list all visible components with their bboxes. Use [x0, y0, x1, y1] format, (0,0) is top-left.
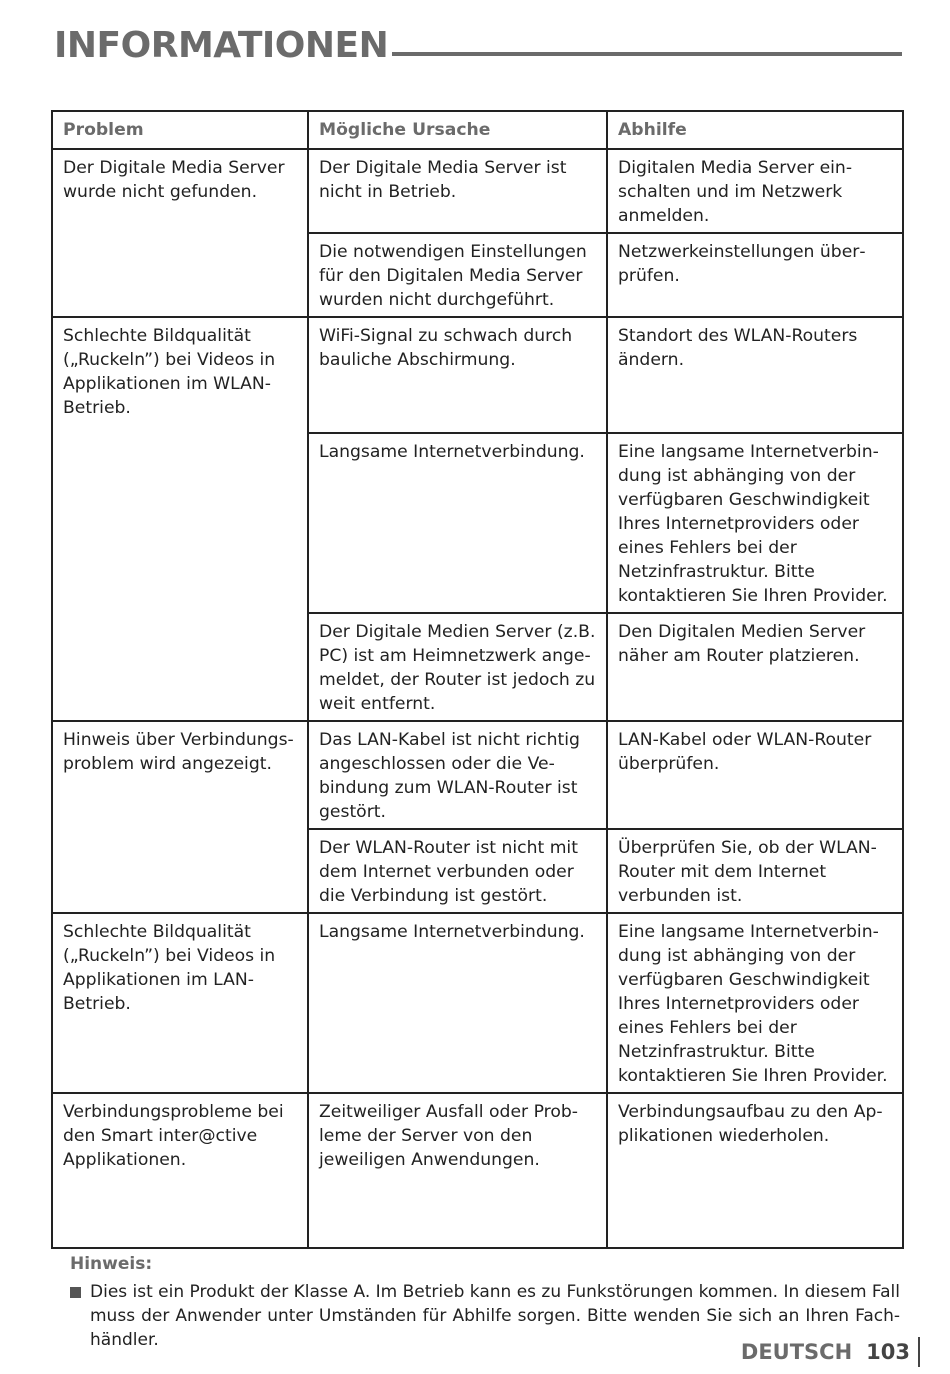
note-text: Dies ist ein Produkt der Klasse A. Im Betrieb kann es zu Funkstörungen kommen. In diesem Fall muss der Anwender unter Umständen für Abhilfe sorgen. Bitte wenden Sie sich an Ihren Fachhändler. — [90, 1282, 900, 1350]
table-header-row — [52, 111, 903, 149]
problem-cell: Hinweis über Verbindungsproblem wird angezeigt. — [52, 721, 308, 913]
cause-cell: Der Digitale Medien Server (z.B. PC) ist am Heimnetzwerk angemeldet, der Router ist jedoch zu weit entfernt. — [308, 613, 607, 721]
problem-cell: Der Digitale Media Server wurde nicht gefunden. — [52, 149, 308, 317]
cause-cell: Langsame Internetverbindung. — [308, 913, 607, 1093]
problem-cell: Verbindungsprobleme bei den Smart inter@ctive Applikationen. — [52, 1093, 308, 1248]
cause-cell: Zeitweiliger Ausfall oder Probleme der Server von den jeweiligen Anwendungen. — [308, 1093, 607, 1248]
cause-cell: WiFi-Signal zu schwach durch bauliche Abschirmung. — [308, 317, 607, 433]
note-title: Hinweis: — [70, 1254, 153, 1274]
square-bullet-icon — [70, 1287, 81, 1298]
page-number: 103 — [866, 1337, 920, 1367]
cause-cell: Das LAN-Kabel ist nicht richtig angeschlossen oder die Vebindung zum WLAN-Router ist gestört. — [308, 721, 607, 829]
table-row — [52, 149, 903, 233]
page-footer — [741, 1336, 920, 1368]
page-header — [54, 24, 902, 68]
header-cause: Mögliche Ursache — [308, 111, 607, 149]
problem-cell: Schlechte Bildqualität („Ruckeln”) bei Videos in Applikationen im WLAN-Betrieb. — [52, 317, 308, 721]
table-row — [52, 317, 903, 433]
troubleshooting-table — [51, 110, 904, 1249]
cause-cell: Die notwendigen Einstellungen für den Digitalen Media Server wurden nicht durchgeführt. — [308, 233, 607, 317]
page-title: INFORMATIONEN — [54, 24, 392, 68]
cause-cell: Langsame Internetverbindung. — [308, 433, 607, 613]
table-row — [52, 913, 903, 1093]
remedy-cell: LAN-Kabel oder WLAN-Router überprüfen. — [607, 721, 903, 829]
footer-language: DEUTSCH — [740, 1340, 853, 1364]
problem-cell: Schlechte Bildqualität („Ruckeln”) bei Videos in Applikationen im LAN-Betrieb. — [52, 913, 308, 1093]
remedy-cell: Den Digitalen Medien Server näher am Router platzieren. — [607, 613, 903, 721]
cause-cell: Der WLAN-Router ist nicht mit dem Internet verbunden oder die Verbindung ist gestört. — [308, 829, 607, 913]
remedy-cell: Überprüfen Sie, ob der WLAN-Router mit dem Internet verbunden ist. — [607, 829, 903, 913]
remedy-cell: Digitalen Media Server einschalten und im Netzwerk anmelden. — [607, 149, 903, 233]
remedy-cell: Standort des WLAN-Routers ändern. — [607, 317, 903, 433]
remedy-cell: Eine langsame Internetverbindung ist abhänging von der verfügbaren Geschwindigkeit Ihres Internetproviders oder eines Fehlers bei der Netzinfrastruktur. Bitte kontaktieren Sie Ihren Provider. — [607, 913, 903, 1093]
remedy-cell: Netzwerkeinstellungen überprüfen. — [607, 233, 903, 317]
header-remedy: Abhilfe — [607, 111, 903, 149]
remedy-cell: Verbindungsaufbau zu den Applikationen wiederholen. — [607, 1093, 903, 1248]
header-problem: Problem — [52, 111, 308, 149]
table-row — [52, 1093, 903, 1248]
cause-cell: Der Digitale Media Server ist nicht in Betrieb. — [308, 149, 607, 233]
table-row — [52, 721, 903, 829]
remedy-cell: Eine langsame Internetverbindung ist abhänging von der verfügbaren Geschwindigkeit Ihres Internetproviders oder eines Fehlers bei der Netzinfrastruktur. Bitte kontaktieren Sie Ihren Provider. — [607, 433, 903, 613]
